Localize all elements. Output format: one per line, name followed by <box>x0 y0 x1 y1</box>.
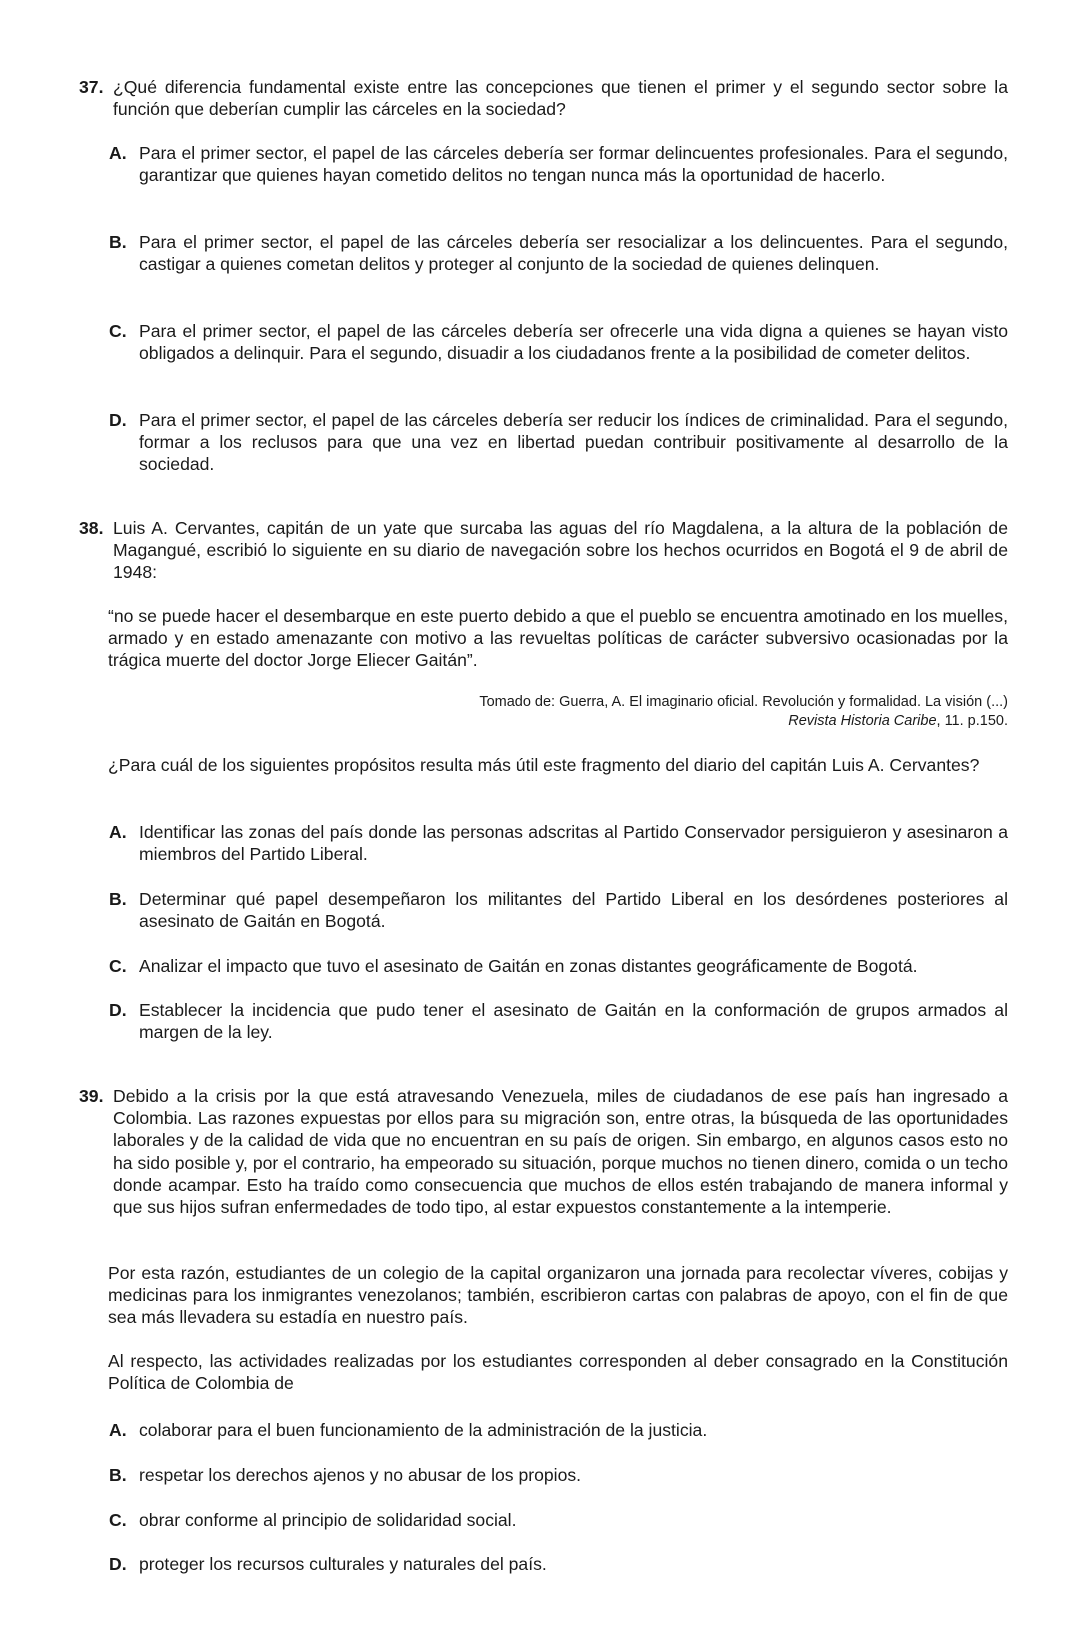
q37-option-c: Para el primer sector, el papel de las cárceles debería ser ofrecerle una vida digna a quienes se hayan visto obligados a delinquir. Para el segundo, disuadir a los ciudadanos frente a la posibilidad de cometer delitos. <box>139 321 1008 364</box>
citation-line-1: Tomado de: Guerra, A. El imaginario oficial. Revolución y formalidad. La visión (...) <box>479 694 1008 710</box>
q37-option-b: Para el primer sector, el papel de las cárceles debería ser resocializar a los delincuentes. Para el segundo, castigar a quienes cometan delitos y proteger al conjunto de la sociedad de quienes delinquen. <box>139 232 1008 275</box>
citation-rest: , 11. p.150. <box>936 713 1008 729</box>
q38-option-c: Analizar el impacto que tuvo el asesinato de Gaitán en zonas distantes geográficamente de Bogotá. <box>139 956 918 976</box>
question-38-number: 38. <box>79 518 104 538</box>
q37-option-a-letter: A. <box>109 143 127 163</box>
q38-option-d-letter: D. <box>109 1000 127 1020</box>
q37-option-d: Para el primer sector, el papel de las cárceles debería ser reducir los índices de criminalidad. Para el segundo, formar a los reclusos para que una vez en libertad puedan contribuir positivamente al desarrollo de la sociedad. <box>139 410 1008 475</box>
q39-prompt: Al respecto, las actividades realizadas por los estudiantes corresponden al deber consagrado en la Constitución Política de Colombia de <box>108 1351 1008 1394</box>
q37-option-c-letter: C. <box>109 321 127 341</box>
q38-option-b: Determinar qué papel desempeñaron los militantes del Partido Liberal en los desórdenes posteriores al asesinato de Gaitán en Bogotá. <box>139 889 1008 932</box>
q38-citation <box>479 693 1008 731</box>
q39-option-a-letter: A. <box>109 1420 127 1440</box>
q38-option-a-letter: A. <box>109 822 127 842</box>
q39-option-b-letter: B. <box>109 1465 127 1485</box>
q38-prompt: ¿Para cuál de los siguientes propósitos resulta más útil este fragmento del diario del capitán Luis A. Cervantes? <box>108 755 980 775</box>
q37-option-d-letter: D. <box>109 410 127 430</box>
question-37-number: 37. <box>79 77 104 97</box>
q39-option-a: colaborar para el buen funcionamiento de la administración de la justicia. <box>139 1420 708 1440</box>
question-38-text: Luis A. Cervantes, capitán de un yate que surcaba las aguas del río Magdalena, a la altura de la población de Magangué, escribió lo siguiente en su diario de navegación sobre los hechos ocurridos en Bogotá el 9 de abril de 1948: <box>113 518 1008 583</box>
q39-option-c-letter: C. <box>109 1510 127 1530</box>
q39-option-b: respetar los derechos ajenos y no abusar de los propios. <box>139 1465 582 1485</box>
q39-option-c: obrar conforme al principio de solidaridad social. <box>139 1510 517 1530</box>
citation-journal: Revista Historia Caribe <box>788 713 937 729</box>
question-37-text: ¿Qué diferencia fundamental existe entre las concepciones que tienen el primer y el segundo sector sobre la función que deberían cumplir las cárceles en la sociedad? <box>113 77 1008 120</box>
q39-option-d-letter: D. <box>109 1554 127 1574</box>
question-39-number: 39. <box>79 1086 104 1106</box>
q37-option-a: Para el primer sector, el papel de las cárceles debería ser formar delincuentes profesionales. Para el segundo, garantizar que quienes hayan cometido delitos no tengan nunca más la oportunidad de hacerlo. <box>139 143 1008 186</box>
q38-option-a: Identificar las zonas del país donde las personas adscritas al Partido Conservador persiguieron y asesinaron a miembros del Partido Liberal. <box>139 822 1008 865</box>
q39-paragraph-2: Por esta razón, estudiantes de un colegio de la capital organizaron una jornada para recolectar víveres, cobijas y medicinas para los inmigrantes venezolanos; también, escribieron cartas con palabras de apoyo, con el fin de que sea más llevadera su estadía en nuestro país. <box>108 1263 1008 1328</box>
q38-option-c-letter: C. <box>109 956 127 976</box>
q38-option-b-letter: B. <box>109 889 127 909</box>
q37-option-b-letter: B. <box>109 232 127 252</box>
q38-option-d: Establecer la incidencia que pudo tener el asesinato de Gaitán en la conformación de grupos armados al margen de la ley. <box>139 1000 1008 1043</box>
question-39-text: Debido a la crisis por la que está atravesando Venezuela, miles de ciudadanos de ese país han ingresado a Colombia. Las razones expuestas por ellos para su migración son, entre otras, la búsqueda de las oportunidades laborales y de la calidad de vida que no encuentran en su país de origen. Sin embargo, en algunos casos esto no ha sido posible y, por el contrario, ha empeorado su situación, porque muchos no tienen dinero, comida o un techo donde acampar. Esto ha traído como consecuencia que muchos de ellos estén trabajando de manera informal y que sus hijos sufran enfermedades de todo tipo, al estar expuestos constantemente a la intemperie. <box>113 1086 1008 1218</box>
q38-quote: “no se puede hacer el desembarque en este puerto debido a que el pueblo se encuentra amotinado en los muelles, armado y en estado amenazante con motivo a las revueltas políticas de carácter subversivo ocasionadas por la trágica muerte del doctor Jorge Eliecer Gaitán”. <box>108 606 1008 671</box>
citation-line-2 <box>479 712 1008 731</box>
q39-option-d: proteger los recursos culturales y naturales del país. <box>139 1554 547 1574</box>
